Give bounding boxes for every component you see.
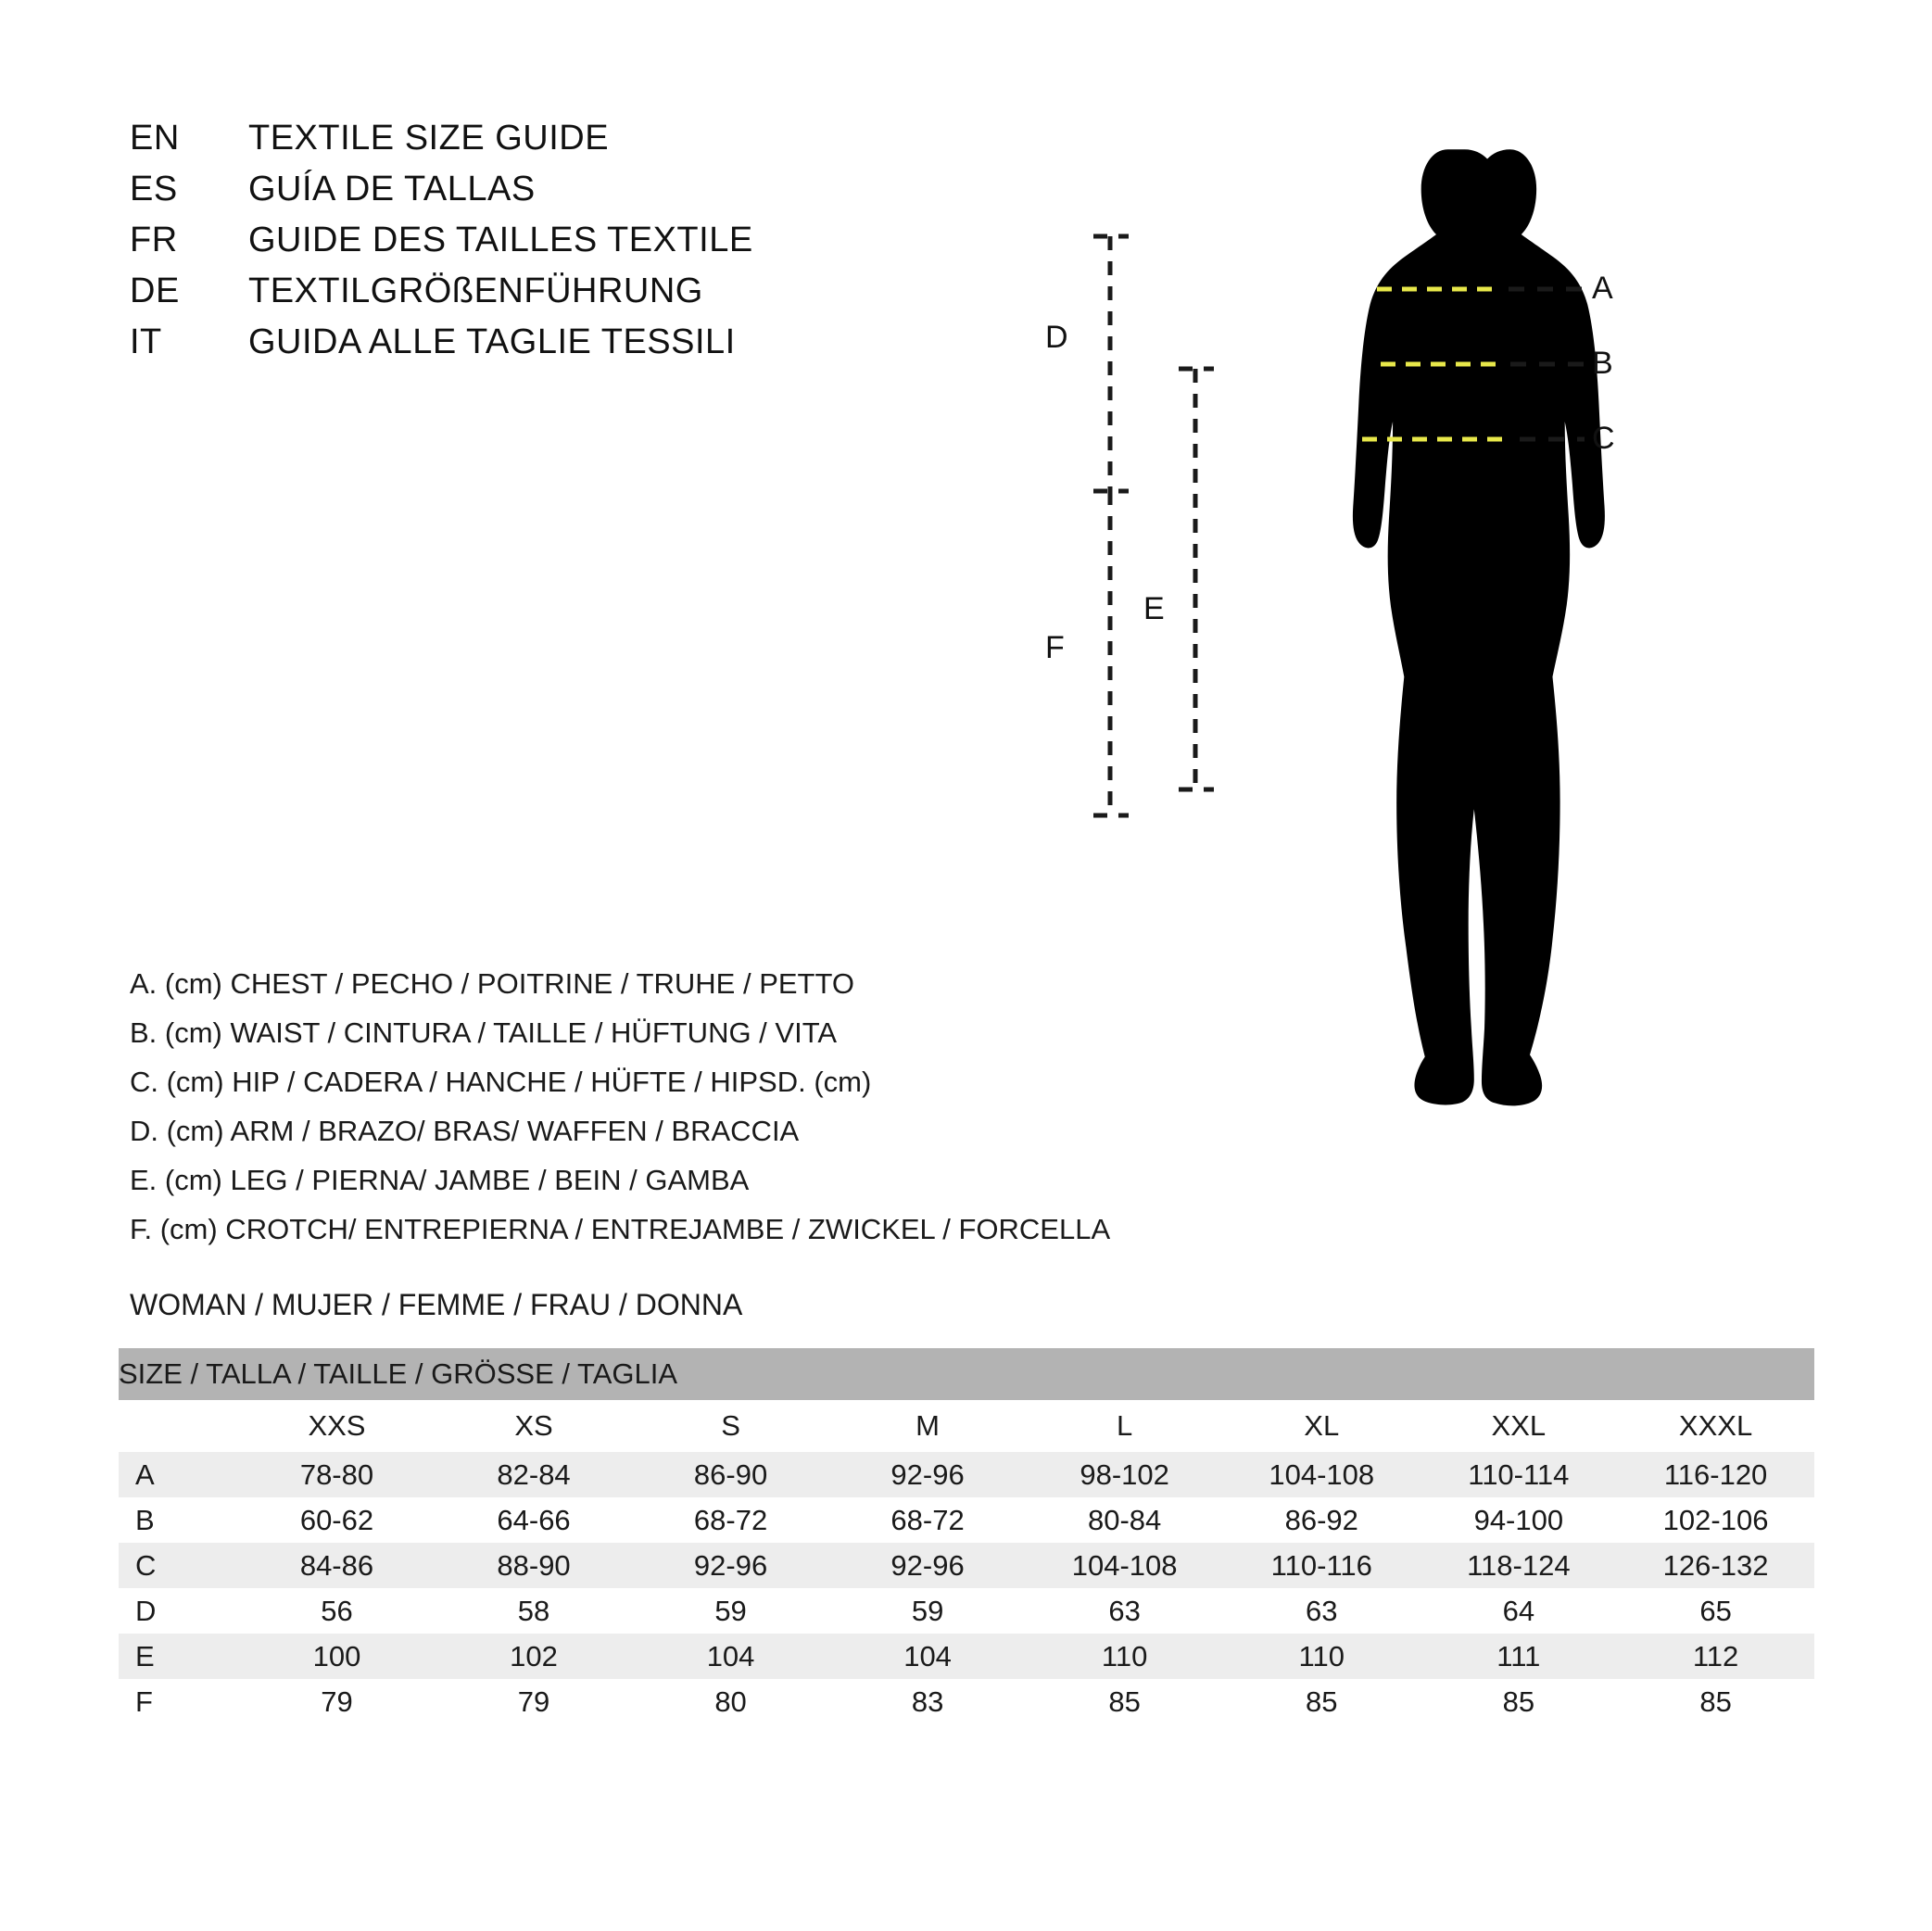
cell-a-l: 98-102 (1026, 1452, 1223, 1497)
cell-a-xxl: 110-114 (1421, 1452, 1618, 1497)
cell-d-s: 59 (714, 1594, 747, 1627)
cell-f-m: 83 (911, 1685, 944, 1718)
cell-b-l: 80-84 (1087, 1503, 1162, 1536)
cell-e-xs: 102 (436, 1634, 633, 1679)
cell-f-l: 85 (1108, 1685, 1141, 1718)
size-col-xxl: XXL (1421, 1400, 1618, 1452)
table-row (119, 1543, 1814, 1588)
cell-f-xs: 79 (517, 1685, 550, 1718)
title-text-es: GUÍA DE TALLAS (248, 170, 536, 208)
cell-d-m: 59 (911, 1594, 944, 1627)
table-row (119, 1679, 1814, 1724)
dim-label-f: F (1045, 630, 1065, 665)
cell-c-s: 92-96 (632, 1543, 829, 1588)
row-label-d: D (135, 1594, 157, 1627)
cell-e-xxs: 100 (238, 1634, 436, 1679)
title-text-it: GUIDA ALLE TAGLIE TESSILI (248, 322, 736, 361)
cell-f-xxs: 79 (321, 1685, 353, 1718)
title-row (130, 271, 890, 322)
cell-b-xs: 64-66 (497, 1503, 571, 1536)
cell-b-xxs: 60-62 (299, 1503, 374, 1536)
cell-d-l: 63 (1108, 1594, 1141, 1627)
size-table (119, 1348, 1814, 1724)
cell-a-xl: 104-108 (1223, 1452, 1421, 1497)
cell-e-xxl: 111 (1421, 1634, 1618, 1679)
size-col-xl: XL (1223, 1400, 1421, 1452)
title-row (130, 170, 890, 221)
cell-e-l: 110 (1026, 1634, 1223, 1679)
table-sizes-row (119, 1400, 1814, 1452)
cell-a-s: 86-90 (632, 1452, 829, 1497)
legend-row-a: A. (cm) CHEST / PECHO / POITRINE / TRUHE / PETTO (130, 967, 854, 1000)
cell-c-m: 92-96 (829, 1543, 1027, 1588)
row-label-f: F (135, 1685, 153, 1718)
table-row (119, 1452, 1814, 1497)
legend-row-c: C. (cm) HIP / CADERA / HANCHE / HÜFTE / HIPSD. (cm) (130, 1066, 872, 1098)
dim-label-d: D (1045, 320, 1068, 355)
table-row (119, 1634, 1814, 1679)
row-label-a: A (119, 1452, 238, 1497)
cell-c-xxxl: 126-132 (1617, 1543, 1814, 1588)
table-header-label: SIZE / TALLA / TAILLE / GRÖSSE / TAGLIA (119, 1348, 1814, 1400)
legend-row-b: B. (cm) WAIST / CINTURA / TAILLE / HÜFTUNG / VITA (130, 1016, 838, 1049)
title-row (130, 322, 890, 373)
size-col-s: S (632, 1400, 829, 1452)
cell-a-m: 92-96 (829, 1452, 1027, 1497)
table-row (119, 1497, 1814, 1543)
cell-f-xxl: 85 (1502, 1685, 1535, 1718)
legend-block (130, 959, 1205, 1254)
title-block (130, 119, 890, 373)
gender-label: WOMAN / MUJER / FEMME / FRAU / DONNA (130, 1288, 743, 1321)
cell-b-xxl: 94-100 (1473, 1503, 1564, 1536)
title-lang-es: ES (130, 170, 178, 208)
cell-f-xl: 85 (1306, 1685, 1338, 1718)
row-label-e: E (119, 1634, 238, 1679)
title-lang-en: EN (130, 119, 180, 158)
cell-e-xxxl: 112 (1617, 1634, 1814, 1679)
body-figure-svg (1093, 74, 1835, 1232)
cell-e-xl: 110 (1223, 1634, 1421, 1679)
row-label-c: C (119, 1543, 238, 1588)
dim-label-b: B (1592, 346, 1613, 381)
legend-row-f: F. (cm) CROTCH/ ENTREPIERNA / ENTREJAMBE / ZWICKEL / FORCELLA (130, 1213, 1111, 1245)
size-col-xxs: XXS (238, 1400, 436, 1452)
title-text-en: TEXTILE SIZE GUIDE (248, 119, 610, 158)
legend-row-e: E. (cm) LEG / PIERNA/ JAMBE / BEIN / GAMBA (130, 1164, 750, 1196)
cell-a-xxs: 78-80 (238, 1452, 436, 1497)
table-header-row (119, 1348, 1814, 1400)
cell-f-xxxl: 85 (1699, 1685, 1732, 1718)
size-col-xs: XS (436, 1400, 633, 1452)
title-row (130, 119, 890, 170)
dim-label-c: C (1592, 421, 1615, 456)
cell-d-xxs: 56 (321, 1594, 353, 1627)
cell-c-xxl: 118-124 (1421, 1543, 1618, 1588)
title-row (130, 221, 890, 271)
cell-b-s: 68-72 (693, 1503, 768, 1536)
cell-b-xl: 86-92 (1284, 1503, 1358, 1536)
title-lang-it: IT (130, 322, 162, 361)
size-col-xxxl: XXXL (1617, 1400, 1814, 1452)
cell-b-xxxl: 102-106 (1662, 1503, 1769, 1536)
size-col-l: L (1026, 1400, 1223, 1452)
sizes-row-corner (119, 1400, 238, 1452)
cell-e-m: 104 (829, 1634, 1027, 1679)
dim-label-a: A (1592, 271, 1613, 306)
cell-d-xxl: 64 (1502, 1594, 1535, 1627)
cell-d-xs: 58 (517, 1594, 550, 1627)
cell-a-xxxl: 116-120 (1617, 1452, 1814, 1497)
cell-d-xxxl: 65 (1699, 1594, 1732, 1627)
female-silhouette-icon (1353, 149, 1605, 1105)
cell-a-xs: 82-84 (436, 1452, 633, 1497)
cell-c-xl: 110-116 (1223, 1543, 1421, 1588)
cell-c-l: 104-108 (1026, 1543, 1223, 1588)
size-col-m: M (829, 1400, 1027, 1452)
title-lang-fr: FR (130, 221, 178, 259)
title-text-fr: GUIDE DES TAILLES TEXTILE (248, 221, 753, 259)
cell-e-s: 104 (632, 1634, 829, 1679)
cell-f-s: 80 (714, 1685, 747, 1718)
cell-c-xs: 88-90 (436, 1543, 633, 1588)
title-text-de: TEXTILGRÖßENFÜHRUNG (248, 271, 703, 310)
measurement-diagram (1045, 74, 1835, 1232)
cell-b-m: 68-72 (890, 1503, 965, 1536)
cell-d-xl: 63 (1306, 1594, 1338, 1627)
cell-c-xxs: 84-86 (238, 1543, 436, 1588)
row-label-b: B (135, 1503, 155, 1536)
table-row (119, 1588, 1814, 1634)
legend-row-d: D. (cm) ARM / BRAZO/ BRAS/ WAFFEN / BRACCIA (130, 1115, 800, 1147)
dim-label-e: E (1143, 591, 1165, 626)
title-lang-de: DE (130, 271, 180, 310)
